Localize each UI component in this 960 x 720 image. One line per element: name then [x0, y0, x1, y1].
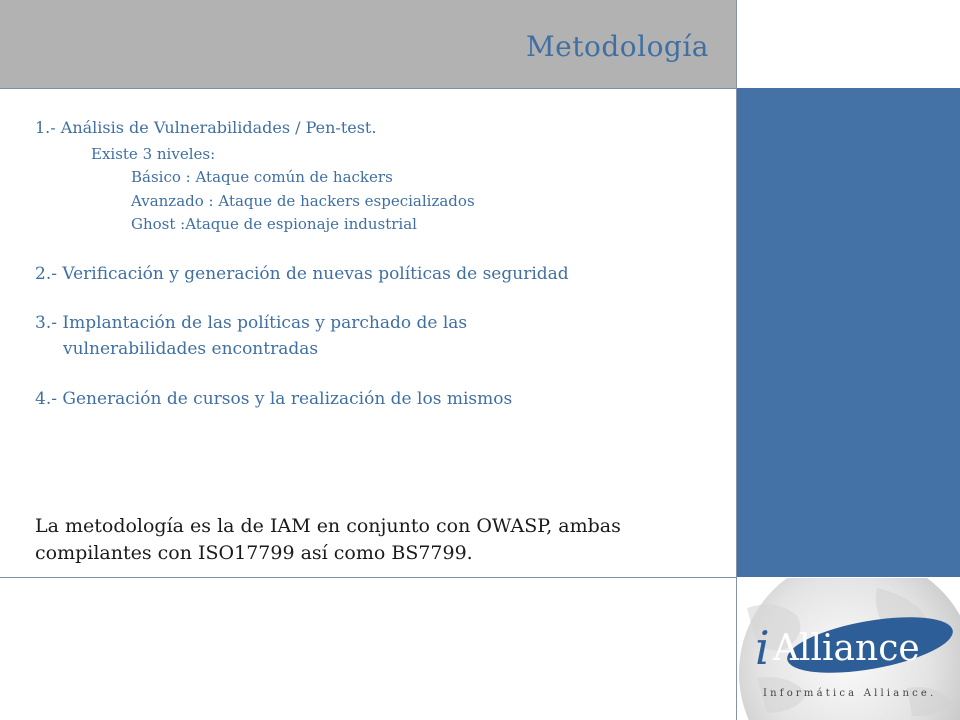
item-4: 4.- Generación de cursos y la realización de los mismos [35, 389, 513, 409]
header-band [0, 0, 737, 89]
ialliance-logo [737, 578, 960, 720]
item-2: 2.- Verificación y generación de nuevas políticas de seguridad [35, 264, 569, 284]
divider-horizontal [0, 577, 737, 578]
logo-tagline: Informática Alliance. [763, 688, 937, 699]
level-basic: Básico : Ataque común de hackers [131, 168, 393, 186]
globe-logo-graphic [737, 578, 960, 720]
slide-title: Metodología [525, 30, 709, 63]
closing-line-2: compilantes con ISO17799 así como BS7799. [35, 542, 473, 564]
closing-statement [35, 513, 725, 567]
level-ghost: Ghost :Ataque de espionaje industrial [131, 215, 417, 233]
item-3-line-1: 3.- Implantación de las políticas y parchado de las [35, 313, 468, 333]
item-1-subheading: Existe 3 niveles: [91, 145, 216, 163]
logo-wordmark: Alliance [773, 628, 920, 669]
side-panel [737, 88, 960, 577]
logo-i: i [755, 621, 770, 675]
item-3-line-2: vulnerabilidades encontradas [63, 339, 319, 359]
item-1-heading: 1.- Análisis de Vulnerabilidades / Pen-test. [35, 118, 377, 137]
closing-line-1: La metodología es la de IAM en conjunto con OWASP, ambas [35, 515, 621, 537]
level-advanced: Avanzado : Ataque de hackers especializados [131, 192, 475, 210]
